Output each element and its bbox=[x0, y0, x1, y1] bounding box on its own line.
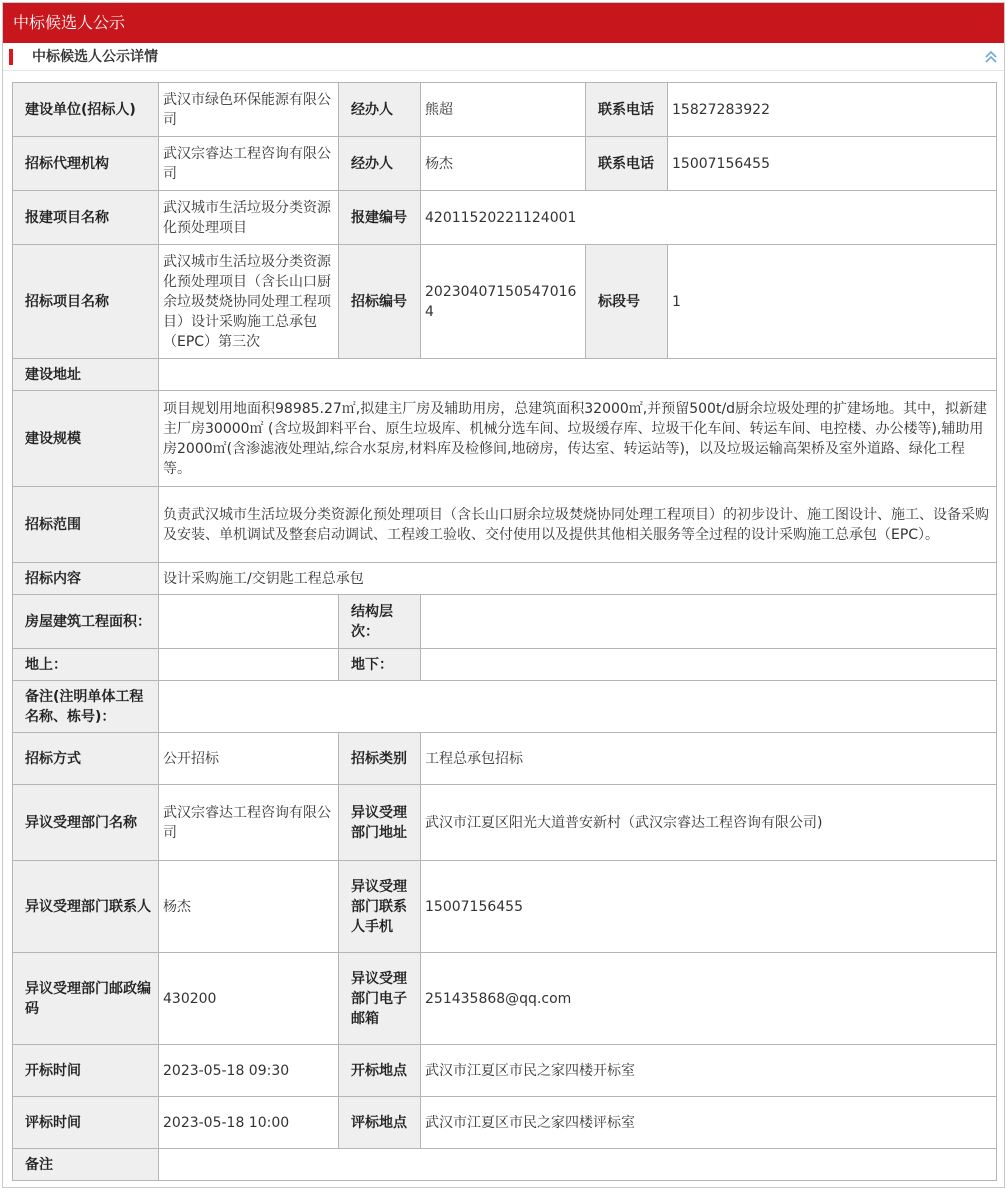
candidate-info-table bbox=[12, 82, 997, 1181]
value-build-phone: 15827283922 bbox=[668, 83, 997, 137]
label-content: 招标内容 bbox=[13, 563, 159, 595]
label-objection-postcode: 异议受理部门邮政编码 bbox=[13, 953, 159, 1045]
value-below-ground bbox=[421, 649, 997, 681]
value-eval-place: 武汉市江夏区市民之家四楼评标室 bbox=[421, 1097, 997, 1149]
value-tender-project-name: 武汉城市生活垃圾分类资源化预处理项目（含长山口厨余垃圾焚烧协同处理工程项目）设计采购施工总承包（EPC）第三次 bbox=[159, 245, 339, 359]
label-build-handler: 经办人 bbox=[339, 83, 421, 137]
value-build-handler: 熊超 bbox=[421, 83, 586, 137]
value-objection-mobile: 15007156455 bbox=[421, 861, 997, 953]
value-open-time: 2023-05-18 09:30 bbox=[159, 1045, 339, 1097]
label-remark-detail: 备注(注明单体工程名称、栋号)： bbox=[13, 681, 159, 733]
value-project-no: 42011520221124001 bbox=[421, 191, 997, 245]
label-tender-method: 招标方式 bbox=[13, 733, 159, 785]
label-objection-contact: 异议受理部门联系人 bbox=[13, 861, 159, 953]
value-agency-phone: 15007156455 bbox=[668, 137, 997, 191]
table-row bbox=[13, 1097, 997, 1149]
table-row bbox=[13, 1045, 997, 1097]
value-tender-method: 公开招标 bbox=[159, 733, 339, 785]
label-open-time: 开标时间 bbox=[13, 1045, 159, 1097]
table-row bbox=[13, 649, 997, 681]
section-marker bbox=[9, 49, 13, 65]
value-structure-floors bbox=[421, 595, 997, 649]
label-scope: 招标范围 bbox=[13, 487, 159, 563]
value-objection-email: 251435868@qq.com bbox=[421, 953, 997, 1045]
table-row bbox=[13, 487, 997, 563]
table-row bbox=[13, 191, 997, 245]
label-tender-no: 招标编号 bbox=[339, 245, 421, 359]
table-row bbox=[13, 953, 997, 1045]
table-row bbox=[13, 359, 997, 391]
value-content: 设计采购施工/交钥匙工程总承包 bbox=[159, 563, 997, 595]
label-scale: 建设规模 bbox=[13, 391, 159, 487]
label-project-name: 报建项目名称 bbox=[13, 191, 159, 245]
value-open-place: 武汉市江夏区市民之家四楼开标室 bbox=[421, 1045, 997, 1097]
value-build-unit: 武汉市绿色环保能源有限公司 bbox=[159, 83, 339, 137]
value-project-name: 武汉城市生活垃圾分类资源化预处理项目 bbox=[159, 191, 339, 245]
label-structure-floors: 结构层次： bbox=[339, 595, 421, 649]
table-row bbox=[13, 733, 997, 785]
table-row bbox=[13, 391, 997, 487]
value-building-area bbox=[159, 595, 339, 649]
label-objection-mobile: 异议受理部门联系人手机 bbox=[339, 861, 421, 953]
double-chevron-up-icon[interactable] bbox=[984, 49, 998, 65]
table-row bbox=[13, 563, 997, 595]
value-above-ground bbox=[159, 649, 339, 681]
table-row bbox=[13, 83, 997, 137]
table-row bbox=[13, 861, 997, 953]
label-objection-email: 异议受理部门电子邮箱 bbox=[339, 953, 421, 1045]
table-row bbox=[13, 681, 997, 733]
label-agency-phone: 联系电话 bbox=[586, 137, 668, 191]
table-row bbox=[13, 137, 997, 191]
label-agency-handler: 经办人 bbox=[339, 137, 421, 191]
value-objection-dept-address: 武汉市江夏区阳光大道普安新村（武汉宗睿达工程咨询有限公司) bbox=[421, 785, 997, 861]
label-agency: 招标代理机构 bbox=[13, 137, 159, 191]
value-remark bbox=[159, 1149, 997, 1181]
label-build-phone: 联系电话 bbox=[586, 83, 668, 137]
value-agency-handler: 杨杰 bbox=[421, 137, 586, 191]
value-objection-postcode: 430200 bbox=[159, 953, 339, 1045]
label-remark: 备注 bbox=[13, 1149, 159, 1181]
value-scale: 项目规划用地面积98985.27㎡,拟建主厂房及辅助用房，总建筑面积32000㎡,并预留500t/d厨余垃圾处理的扩建场地。其中，拟新建主厂房30000㎡ (含垃圾卸料平台、原生垃圾库、机械分选车间、垃圾缓存库、垃圾干化车间、转运车间、电控楼、办公楼等),辅助用房2000㎡(含渗滤液处理站,综合水泵房,材料库及检修间,地磅房，传达室、转运站等)，以及垃圾运输高架桥及室外道路、绿化工程等。 bbox=[159, 391, 997, 487]
value-address bbox=[159, 359, 997, 391]
label-below-ground: 地下： bbox=[339, 649, 421, 681]
value-objection-contact: 杨杰 bbox=[159, 861, 339, 953]
value-objection-dept-name: 武汉宗睿达工程咨询有限公司 bbox=[159, 785, 339, 861]
label-address: 建设地址 bbox=[13, 359, 159, 391]
value-eval-time: 2023-05-18 10:00 bbox=[159, 1097, 339, 1149]
section-bar bbox=[3, 43, 1004, 71]
value-scope: 负责武汉城市生活垃圾分类资源化预处理项目（含长山口厨余垃圾焚烧协同处理工程项目）的初步设计、施工图设计、施工、设备采购及安装、单机调试及整套启动调试、工程竣工验收、交付使用以及提供其他相关服务等全过程的设计采购施工总承包（EPC）。 bbox=[159, 487, 997, 563]
section-title: 中标候选人公示详情 bbox=[32, 49, 158, 65]
label-open-place: 开标地点 bbox=[339, 1045, 421, 1097]
table-row bbox=[13, 785, 997, 861]
page-title: 中标候选人公示 bbox=[13, 13, 126, 32]
label-building-area: 房屋建筑工程面积： bbox=[13, 595, 159, 649]
label-tender-project-name: 招标项目名称 bbox=[13, 245, 159, 359]
label-section-no: 标段号 bbox=[586, 245, 668, 359]
table-row bbox=[13, 1149, 997, 1181]
value-tender-no: 202304071505470164 bbox=[421, 245, 586, 359]
label-eval-place: 评标地点 bbox=[339, 1097, 421, 1149]
label-tender-type: 招标类别 bbox=[339, 733, 421, 785]
label-above-ground: 地上： bbox=[13, 649, 159, 681]
value-remark-detail bbox=[159, 681, 997, 733]
table-row bbox=[13, 245, 997, 359]
label-build-unit: 建设单位(招标人) bbox=[13, 83, 159, 137]
value-tender-type: 工程总承包招标 bbox=[421, 733, 997, 785]
value-section-no: 1 bbox=[668, 245, 997, 359]
table-row bbox=[13, 595, 997, 649]
label-objection-dept-name: 异议受理部门名称 bbox=[13, 785, 159, 861]
label-eval-time: 评标时间 bbox=[13, 1097, 159, 1149]
label-objection-dept-address: 异议受理部门地址 bbox=[339, 785, 421, 861]
value-agency: 武汉宗睿达工程咨询有限公司 bbox=[159, 137, 339, 191]
page-header bbox=[3, 3, 1004, 43]
label-project-no: 报建编号 bbox=[339, 191, 421, 245]
